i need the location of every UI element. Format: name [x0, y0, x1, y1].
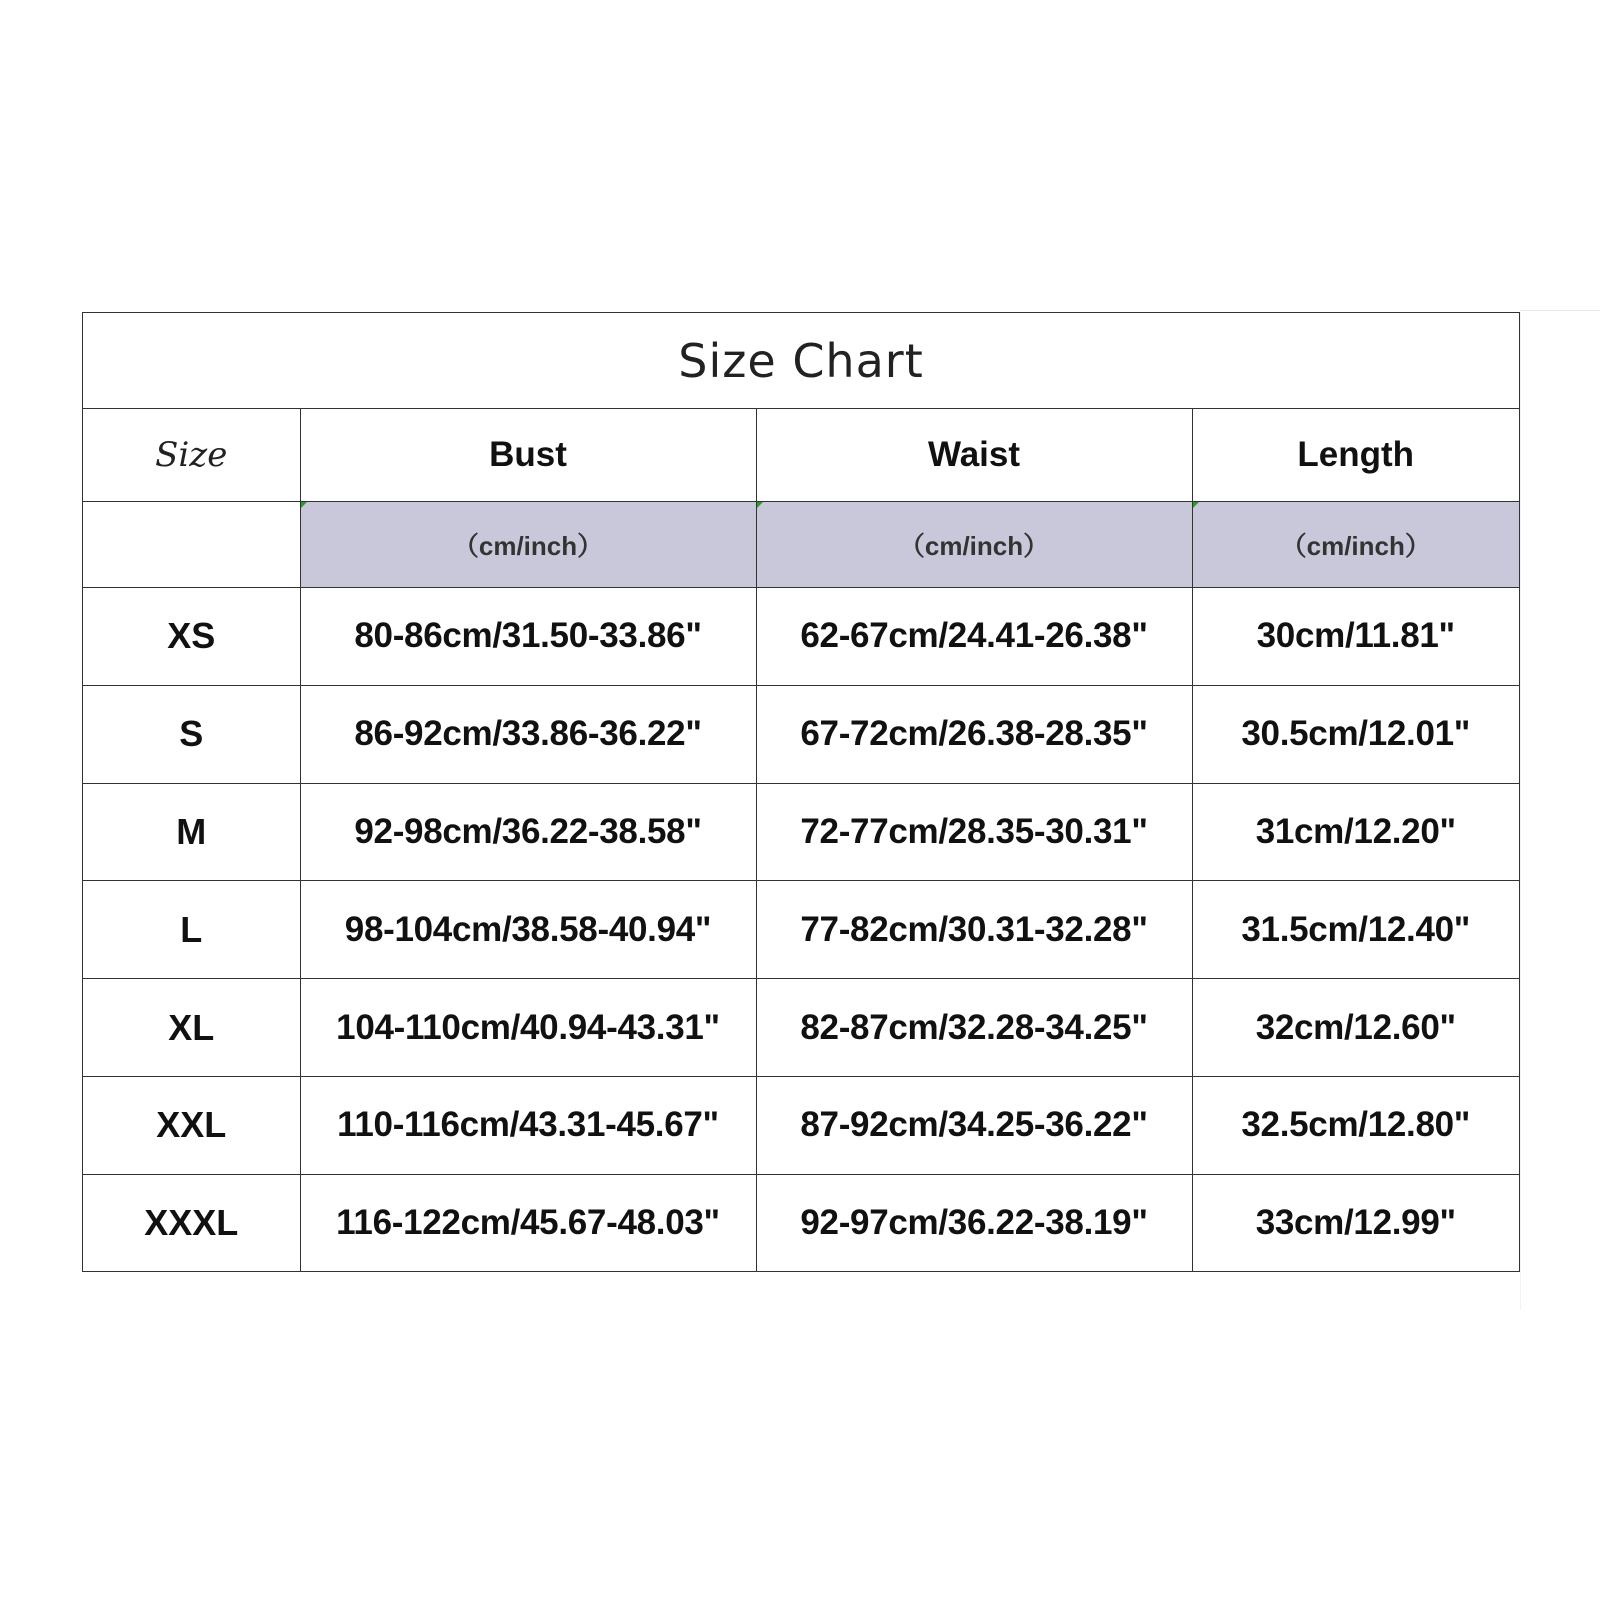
header-length: Length: [1192, 409, 1519, 501]
size-chart-title-row: [83, 313, 1519, 409]
length-value: 30.5cm/12.01": [1192, 685, 1519, 783]
corner-marker-icon: [301, 502, 307, 508]
size-label: S: [83, 685, 300, 783]
waist-value: 77-82cm/30.31-32.28": [756, 881, 1192, 979]
length-value: 31cm/12.20": [1192, 783, 1519, 881]
corner-marker-icon: [757, 502, 763, 508]
size-label: XL: [83, 979, 300, 1077]
header-row: [83, 409, 1519, 501]
unit-row: [83, 501, 1519, 587]
waist-value: 92-97cm/36.22-38.19": [756, 1174, 1192, 1271]
size-table: [83, 409, 1519, 1271]
table-row: [83, 588, 1519, 686]
unit-cell-length: [1192, 501, 1519, 587]
unit-label-bust: （cm/inch）: [452, 530, 604, 561]
table-row: [83, 1077, 1519, 1175]
waist-value: 72-77cm/28.35-30.31": [756, 783, 1192, 881]
bust-value: 110-116cm/43.31-45.67": [300, 1077, 756, 1175]
unit-cell-bust: [300, 501, 756, 587]
size-label: XXXL: [83, 1174, 300, 1271]
size-label: M: [83, 783, 300, 881]
size-label: L: [83, 881, 300, 979]
length-value: 32cm/12.60": [1192, 979, 1519, 1077]
size-chart: [82, 312, 1520, 1272]
table-row: [83, 685, 1519, 783]
bust-value: 98-104cm/38.58-40.94": [300, 881, 756, 979]
bust-value: 80-86cm/31.50-33.86": [300, 588, 756, 686]
length-value: 32.5cm/12.80": [1192, 1077, 1519, 1175]
table-row: [83, 1174, 1519, 1271]
bust-value: 92-98cm/36.22-38.58": [300, 783, 756, 881]
edge-divider-horizontal: [1520, 310, 1600, 311]
unit-cell-waist: [756, 501, 1192, 587]
unit-empty-cell: [83, 501, 300, 587]
waist-value: 67-72cm/26.38-28.35": [756, 685, 1192, 783]
bust-value: 104-110cm/40.94-43.31": [300, 979, 756, 1077]
corner-marker-icon: [1193, 502, 1199, 508]
bust-value: 86-92cm/33.86-36.22": [300, 685, 756, 783]
waist-value: 62-67cm/24.41-26.38": [756, 588, 1192, 686]
size-label: XXL: [83, 1077, 300, 1175]
table-row: [83, 979, 1519, 1077]
header-size: Size: [83, 409, 300, 501]
waist-value: 87-92cm/34.25-36.22": [756, 1077, 1192, 1175]
header-bust: Bust: [300, 409, 756, 501]
unit-label-waist: （cm/inch）: [898, 530, 1050, 561]
table-row: [83, 783, 1519, 881]
bust-value: 116-122cm/45.67-48.03": [300, 1174, 756, 1271]
length-value: 33cm/12.99": [1192, 1174, 1519, 1271]
table-row: [83, 881, 1519, 979]
header-waist: Waist: [756, 409, 1192, 501]
length-value: 31.5cm/12.40": [1192, 881, 1519, 979]
unit-label-length: （cm/inch）: [1280, 530, 1431, 561]
length-value: 30cm/11.81": [1192, 588, 1519, 686]
size-label: XS: [83, 588, 300, 686]
edge-divider-vertical: [1520, 310, 1521, 1310]
waist-value: 82-87cm/32.28-34.25": [756, 979, 1192, 1077]
size-chart-title: Size Chart: [678, 333, 924, 388]
